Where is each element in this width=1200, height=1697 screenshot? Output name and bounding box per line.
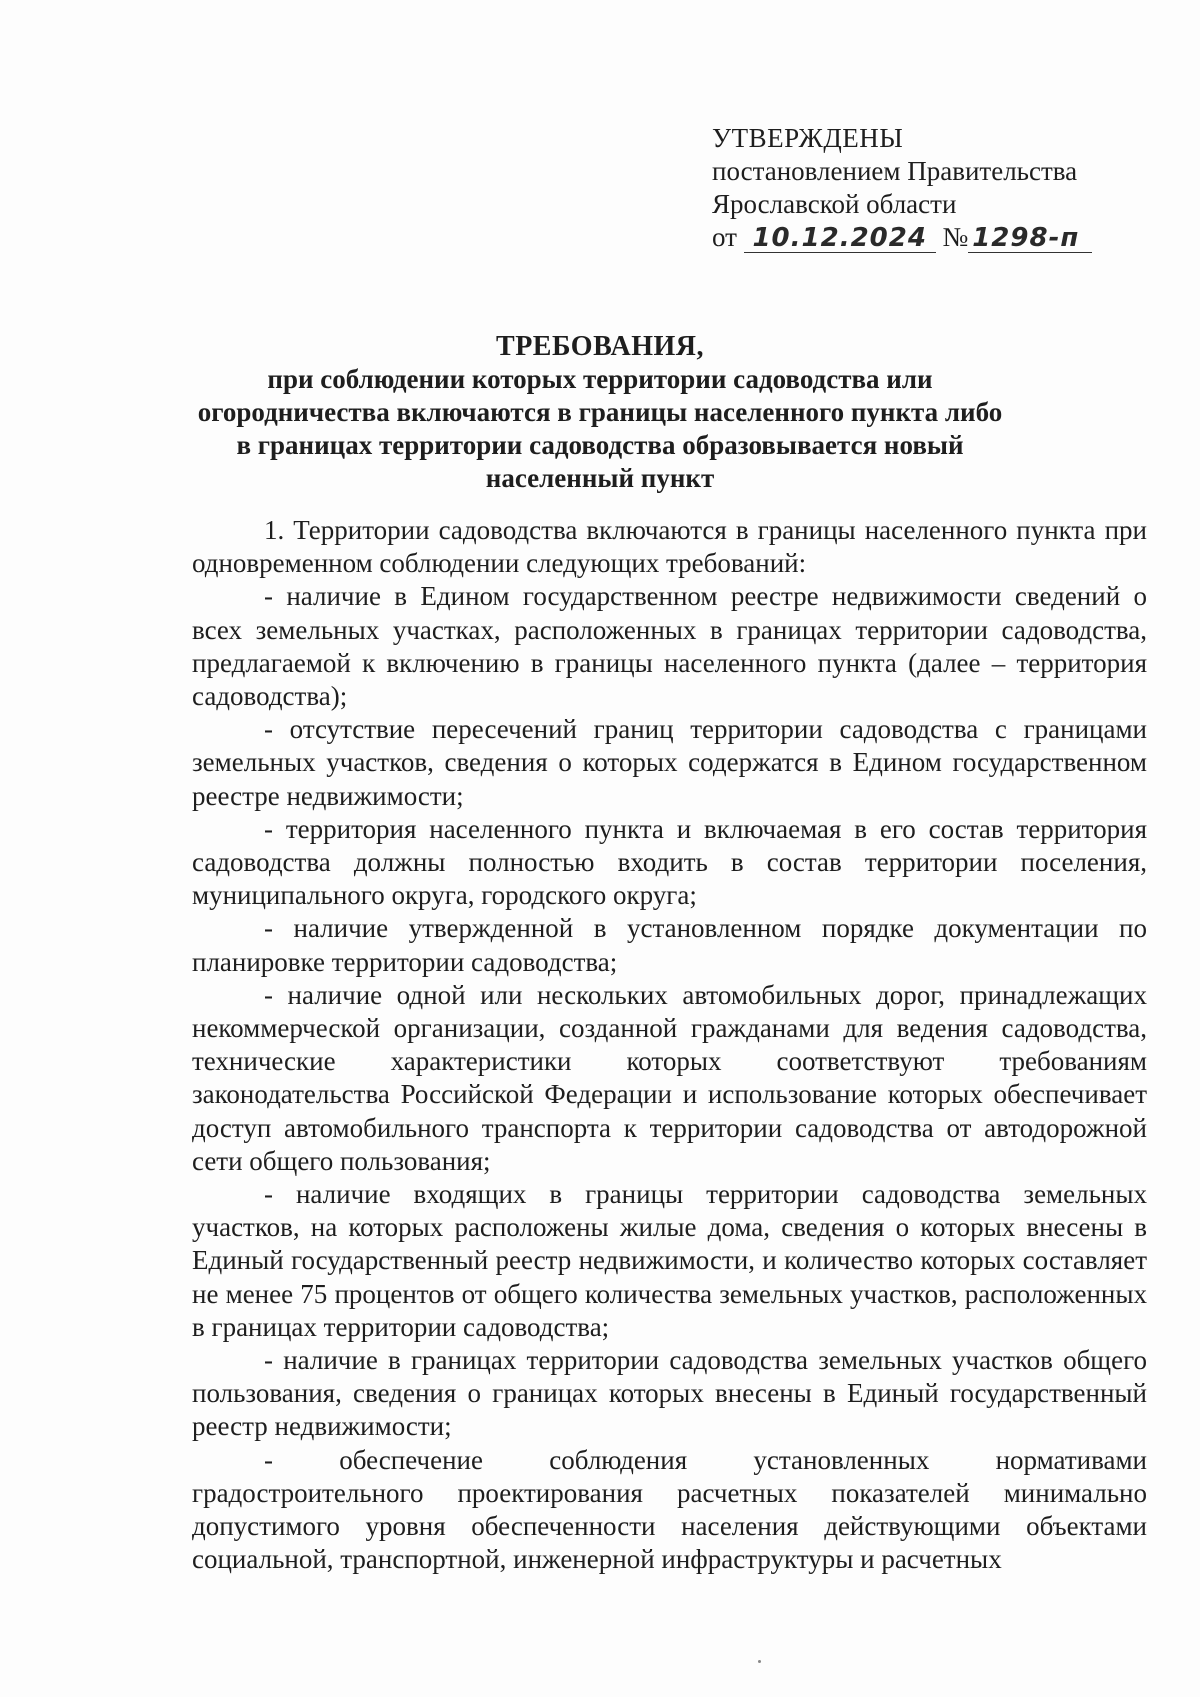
approved-heading: УТВЕРЖДЕНЫ bbox=[712, 123, 904, 153]
paragraph-5: - наличие утвержденной в установленном порядке документации по планировке территории садоводства; bbox=[192, 913, 1147, 977]
title-subtitle: при соблюдении которых территории садоводства или огородничества включаются в границы населенного пункта либо в границах территории садоводства образовывается новый населенный пункт bbox=[197, 364, 1003, 493]
from-label: от bbox=[712, 222, 737, 252]
paragraph-2: - наличие в Едином государственном реестре недвижимости сведений о всех земельных участках, расположенных в границах территории садоводства, предлагаемой к включению в границы населенного пункта (далее – территория садоводства); bbox=[192, 581, 1147, 712]
paragraph-4: - территория населенного пункта и включаемая в его состав территория садоводства должны полностью входить в состав территории поселения, муниципального округа, городского округа; bbox=[192, 813, 1147, 911]
title-main: ТРЕБОВАНИЯ, bbox=[496, 331, 704, 362]
paragraph-8: - наличие в границах территории садоводства земельных участков общего пользования, сведения о границах которых внесены в Единый государственный реестр недвижимости; bbox=[192, 1345, 1147, 1442]
document-body bbox=[192, 514, 1147, 1577]
document-title bbox=[190, 330, 1010, 495]
paragraph-1: 1. Территории садоводства включаются в границы населенного пункта при одновременном соблюдении следующих требований: bbox=[192, 515, 1147, 579]
approval-line-1: постановлением Правительства bbox=[712, 156, 1078, 186]
paragraph-6: - наличие одной или нескольких автомобильных дорог, принадлежащих некоммерческой организации, созданной гражданами для ведения садоводства, технические характеристики которых соответствуют требованиям законодательства Российской Федерации и использование которых обеспечивает доступ автомобильного транспорта к территории садоводства от автодорожной сети общего пользования; bbox=[192, 979, 1147, 1176]
number-label: № bbox=[942, 222, 969, 252]
paragraph-7: - наличие входящих в границы территории садоводства земельных участков, на которых расположены жилые дома, сведения о которых внесены в Единый государственный реестр недвижимости, и количество которых составляет не менее 75 процентов от общего количества земельных участков, расположенных в границах территории садоводства; bbox=[192, 1179, 1147, 1342]
scan-speck bbox=[758, 1660, 761, 1663]
approval-date-line bbox=[712, 221, 1152, 254]
handwritten-date: 10.12.2024 bbox=[744, 224, 936, 253]
approval-line-2: Ярославской области bbox=[712, 189, 957, 219]
paragraph-9: - обеспечение соблюдения установленных нормативами градостроительного проектирования расчетных показателей минимально допустимого уровня обеспеченности населения действующими объектами социальной, транспортной, инженерной инфраструктуры и расчетных bbox=[192, 1444, 1147, 1575]
paragraph-3: - отсутствие пересечений границ территории садоводства с границами земельных участков, сведения о которых содержатся в Едином государственном реестре недвижимости; bbox=[192, 714, 1147, 811]
handwritten-number: 1298-п bbox=[968, 224, 1092, 253]
approval-stamp-block bbox=[712, 122, 1152, 254]
